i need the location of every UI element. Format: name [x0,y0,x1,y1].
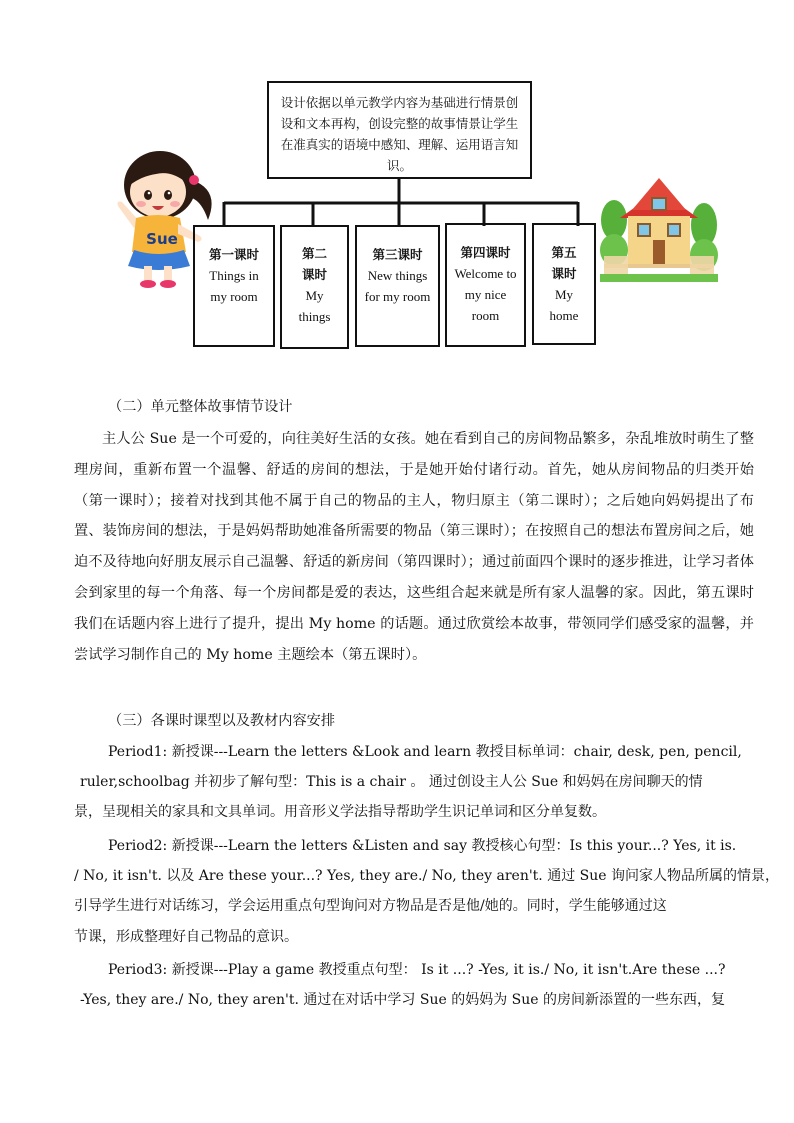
section2-paragraph: 主人公 Sue 是一个可爱的，向往美好生活的女孩。她在看到自己的房间物品繁多，杂乱堆放时萌生了整理房间，重新布置一个温馨、舒适的房间的想法，于是她开始付诸行动。首先，她从房间物品的归类开始（第一课时）；接着对找到其他不属于自己的物品的主人，物归原主（第二课时）；之后她向妈妈提出了布置、装饰房间的想法，于是妈妈帮助她准备所需要的物品（第三课时）；在按照自己的想法布置房间之后，她迫不及待地向好朋友展示自己温馨、舒适的新房间（第四课时）；通过前面四个课时的逐步推进，让学习者体会到家里的每一个角落、每一个房间都是爱的表达，这些组合起来就是所有家人温馨的家。因此，第五课时我们在话题内容上进行了提升，提出 My home 的话题。通过欣赏绘本故事，带领同学们感受家的温馨，并尝试学习制作自己的 My home 主题绘本（第五课时）。 [74,431,754,663]
period2-line-2: / No, it isn't. 以及 Are these your...? Yes, they are./ No, they aren't. 通过 Sue 询问家人物品所属的情景， [74,868,780,884]
period2-line-4: 节课，形成整理好自己物品的意识。 [74,929,298,945]
lesson-title: 第一课时 [208,247,259,262]
design-basis-box: 设计依据以单元教学内容为基础进行情景创设和文本再构，创设完整的故事情景让学生在准真实的语境中感知、理解、运用语言知识。 [267,81,532,179]
lesson-box-3 [355,225,440,347]
lesson-subtitle: Things in my room [209,268,259,304]
period1-line-3: 景，呈现相关的家具和文具单词。用音形义学法指导帮助学生识记单词和区分单复数。 [74,804,606,820]
lesson-subtitle: Welcome to my nice room [454,266,517,323]
lesson-title: 第二课时 [301,246,327,282]
lesson-box-2 [280,225,349,349]
lesson-box-1 [193,225,275,347]
section3-heading: （三）各课时课型以及教材内容安排 [108,713,336,729]
lesson-subtitle: My things [298,288,331,324]
lesson-title: 第三课时 [372,247,423,262]
period2-line-1: Period2: 新授课---Learn the letters &Listen and say 教授核心句型：Is this your...? Yes, it is. [108,838,737,854]
period3-line-2: -Yes, they are./ No, they aren't. 通过在对话中学习 Sue 的妈妈为 Sue 的房间新添置的一些东西，复 [80,992,725,1008]
lesson-title: 第四课时 [460,245,511,260]
lesson-title: 第五课时 [551,245,577,281]
lesson-subtitle: New things for my room [364,268,431,304]
section2-heading: （二）单元整体故事情节设计 [108,399,293,415]
period2-line-3: 引导学生进行对话练习，学会运用重点句型询问对方物品是否是他/她的。同时，学生能够通过这 [74,898,667,914]
period1-line-2: ruler,schoolbag 并初步了解句型：This is a chair 。 通过创设主人公 Sue 和妈妈在房间聊天的情 [80,774,703,790]
girl-name-label: Sue [146,230,178,248]
connector-lines [0,0,794,240]
lesson-subtitle: My home [549,287,579,323]
period1-line-1: Period1: 新授课---Learn the letters &Look and learn 教授目标单词：chair, desk, pen, pencil, [108,744,742,760]
lesson-box-4 [445,223,526,347]
lesson-box-5 [532,223,596,345]
period3-line-1: Period3: 新授课---Play a game 教授重点句型： Is it ...? -Yes, it is./ No, it isn't.Are these ...? [108,962,726,978]
